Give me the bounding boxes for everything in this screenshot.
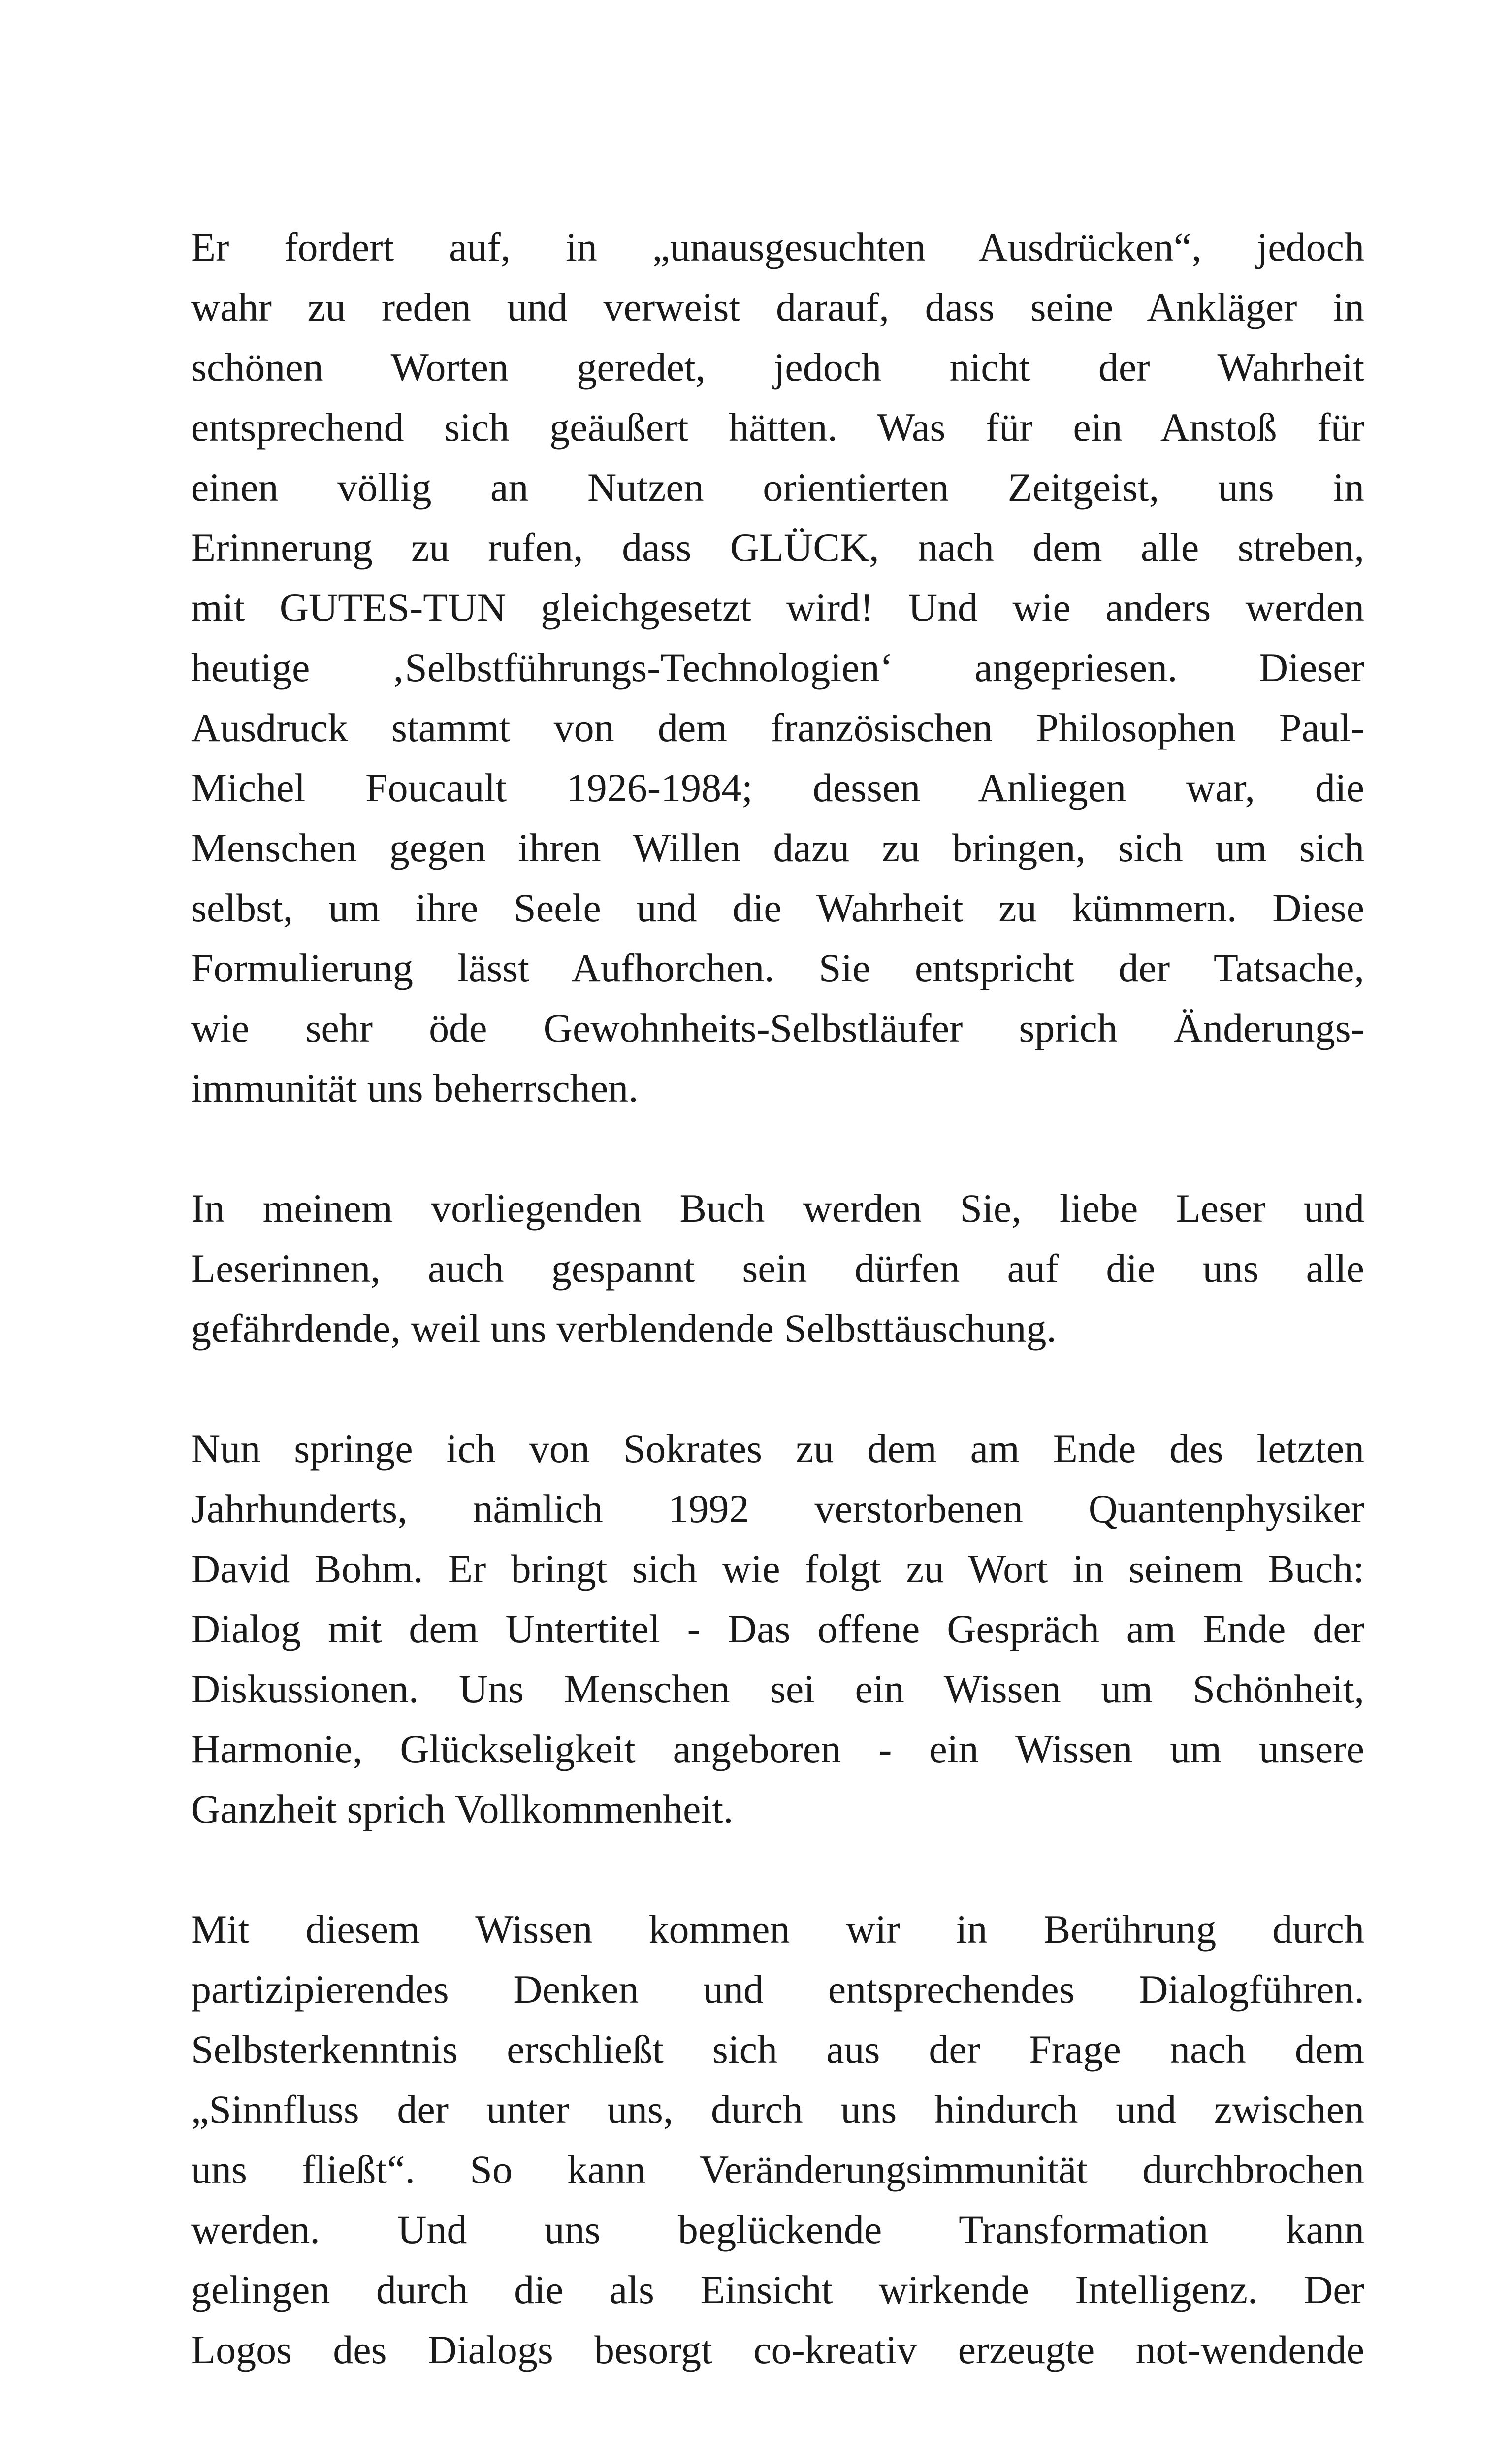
text-line: partizipierendes Denken und entsprechendes Dialogführen. xyxy=(191,1967,1364,2012)
text-line: Ausdruck stammt von dem französischen Philosophen Paul- xyxy=(191,705,1364,750)
text-line: Er fordert auf, in „unausgesuchten Ausdrücken“, jedoch xyxy=(191,225,1364,269)
text-line: entsprechend sich geäußert hätten. Was für ein Anstoß für xyxy=(191,405,1364,450)
paragraph-gap xyxy=(191,1839,1364,1899)
text-line: immunität uns beherrschen. xyxy=(191,1066,639,1110)
text-line: Erinnerung zu rufen, dass GLÜCK, nach dem alle streben, xyxy=(191,525,1364,570)
paragraph xyxy=(191,1419,1364,1839)
text-line: schönen Worten geredet, jedoch nicht der Wahrheit xyxy=(191,345,1364,390)
text-line: wahr zu reden und verweist darauf, dass seine Ankläger in xyxy=(191,285,1364,329)
text-line: Selbsterkenntnis erschließt sich aus der Frage nach dem xyxy=(191,2027,1364,2072)
text-line: „Sinnfluss der unter uns, durch uns hindurch und zwischen xyxy=(191,2087,1364,2132)
text-line: Jahrhunderts, nämlich 1992 verstorbenen Quantenphysiker xyxy=(191,1486,1364,1531)
text-line: gefährdende, weil uns verblendende Selbsttäuschung. xyxy=(191,1306,1057,1351)
text-line: wie sehr öde Gewohnheits-Selbstläufer sprich Änderungs- xyxy=(191,1006,1364,1050)
text-line: In meinem vorliegenden Buch werden Sie, liebe Leser und xyxy=(191,1186,1364,1231)
text-line: einen völlig an Nutzen orientierten Zeitgeist, uns in xyxy=(191,465,1364,510)
text-line: Nun springe ich von Sokrates zu dem am Ende des letzten xyxy=(191,1426,1364,1471)
text-line: Menschen gegen ihren Willen dazu zu bringen, sich um sich xyxy=(191,825,1364,870)
paragraph-gap xyxy=(191,1118,1364,1178)
text-line: Michel Foucault 1926-1984; dessen Anliegen war, die xyxy=(191,765,1364,810)
paragraph xyxy=(191,217,1364,1118)
text-line: Formulierung lässt Aufhorchen. Sie entspricht der Tatsache, xyxy=(191,945,1364,990)
text-line: Harmonie, Glückseligkeit angeboren - ein Wissen um unsere xyxy=(191,1726,1364,1771)
text-line: Leserinnen, auch gespannt sein dürfen auf die uns alle xyxy=(191,1246,1364,1291)
paragraph xyxy=(191,1899,1364,2380)
text-line: selbst, um ihre Seele und die Wahrheit zu kümmern. Diese xyxy=(191,885,1364,930)
text-line: Diskussionen. Uns Menschen sei ein Wissen um Schönheit, xyxy=(191,1666,1364,1711)
text-line: Ganzheit sprich Vollkommenheit. xyxy=(191,1787,734,1831)
text-line: uns fließt“. So kann Veränderungsimmunität durchbrochen xyxy=(191,2147,1364,2192)
text-line: werden. Und uns beglückende Transformation kann xyxy=(191,2207,1364,2252)
text-line: Mit diesem Wissen kommen wir in Berührung durch xyxy=(191,1907,1364,1952)
text-line: David Bohm. Er bringt sich wie folgt zu Wort in seinem Buch: xyxy=(191,1546,1364,1591)
text-line: heutige ‚Selbstführungs-Technologien‘ angepriesen. Dieser xyxy=(191,645,1364,690)
text-line: gelingen durch die als Einsicht wirkende Intelligenz. Der xyxy=(191,2267,1364,2312)
text-line: mit GUTES-TUN gleichgesetzt wird! Und wie anders werden xyxy=(191,585,1364,630)
paragraph xyxy=(191,1178,1364,1359)
text-line: Logos des Dialogs besorgt co-kreativ erzeugte not-wendende xyxy=(191,2327,1364,2372)
text-line: Dialog mit dem Untertitel - Das offene Gespräch am Ende der xyxy=(191,1606,1364,1651)
paragraph-gap xyxy=(191,1359,1364,1419)
body-text xyxy=(191,217,1364,2380)
